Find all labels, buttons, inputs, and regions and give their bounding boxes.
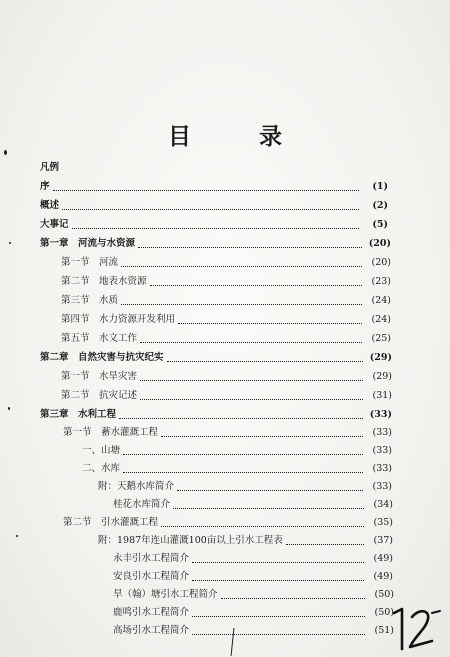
- dot-leader: [62, 209, 359, 210]
- dot-leader: [192, 616, 365, 617]
- toc-entry: [40, 216, 388, 234]
- toc-entry-label: 第三节 水质: [61, 295, 119, 306]
- toc-section: [61, 273, 391, 291]
- toc-entry-label: 第一节 河流: [61, 257, 119, 268]
- toc-entry: [40, 197, 388, 215]
- dot-leader: [53, 190, 359, 191]
- toc-entry-label: 高场引水工程简介: [113, 625, 190, 636]
- toc-entry: [40, 178, 388, 196]
- dot-leader: [140, 380, 363, 381]
- toc-entry-page: (24): [371, 314, 391, 325]
- toc-appendix: [113, 604, 394, 622]
- toc-subsection: [82, 460, 392, 478]
- toc-entry-label: 旱（翰）塘引水工程简介: [113, 589, 218, 600]
- dot-leader: [72, 228, 359, 229]
- toc-entry-page: (31): [372, 390, 392, 401]
- toc-entry-page: (33): [372, 481, 392, 492]
- toc-appendix: [113, 568, 393, 586]
- toc-entry-page: (20): [368, 238, 391, 249]
- dot-leader: [173, 508, 364, 509]
- toc-entry-label: 一、山塘: [82, 445, 121, 456]
- dot-leader: [192, 562, 364, 563]
- scan-speck: [9, 242, 11, 244]
- toc-entry-label: 序: [40, 181, 50, 192]
- toc-entry-page: (51): [374, 625, 394, 636]
- toc-entry-label: 第二章 自然灾害与抗灾纪实: [40, 352, 164, 363]
- dot-leader: [161, 436, 363, 437]
- toc-section: [63, 514, 393, 532]
- dot-leader: [192, 580, 364, 581]
- dot-leader: [140, 399, 363, 400]
- toc-appendix: [113, 622, 394, 640]
- toc-entry-page: (23): [371, 276, 391, 287]
- toc-appendix: [113, 550, 393, 568]
- toc-entry-page: (35): [373, 517, 393, 528]
- toc-entry-page: (1): [372, 181, 388, 192]
- toc-entry-page: (33): [369, 409, 392, 420]
- page-title: 目 录: [167, 123, 312, 150]
- toc-entry-page: (50): [374, 607, 394, 618]
- toc-entry-label: 第一节 水旱灾害: [61, 371, 138, 382]
- toc-entry-label: 桂花水库简介: [113, 499, 171, 510]
- toc-appendix: [113, 496, 393, 514]
- toc-appendix: [98, 478, 392, 496]
- toc-entry-page: (49): [373, 571, 393, 582]
- toc-subsection: [82, 442, 392, 460]
- toc-section: [61, 292, 391, 310]
- dot-leader: [121, 304, 362, 305]
- toc-entry-label: 鹿鸣引水工程简介: [113, 607, 190, 618]
- toc-entry-label: 永丰引水工程简介: [113, 553, 190, 564]
- toc-appendix: [113, 586, 394, 604]
- toc-entry-label: 第二节 引水灌溉工程: [63, 517, 159, 528]
- toc-entry-label: 概述: [40, 200, 60, 211]
- toc-entry-page: (25): [371, 333, 391, 344]
- toc-entry-page: (49): [373, 553, 393, 564]
- dot-leader: [286, 544, 364, 545]
- dot-leader: [121, 266, 362, 267]
- toc-entry-label: 第一章 河流与水资源: [40, 238, 136, 249]
- toc-entry-page: (2): [372, 200, 388, 211]
- toc-chapter: [40, 406, 392, 424]
- toc-entry-page: (50): [374, 589, 394, 600]
- toc-section: [63, 424, 392, 442]
- toc-appendix: [98, 532, 393, 550]
- toc-entry: [40, 159, 364, 177]
- dot-leader: [167, 361, 363, 362]
- toc-entry-page: (29): [369, 352, 392, 363]
- toc-entry-page: (20): [371, 257, 391, 268]
- toc-entry-label: 大事记: [40, 219, 69, 230]
- toc-section: [61, 330, 391, 348]
- toc-section: [61, 311, 391, 329]
- toc-section: [61, 368, 392, 386]
- toc-entry-page: (33): [372, 463, 392, 474]
- dot-leader: [177, 490, 363, 491]
- toc-chapter: [40, 349, 392, 367]
- toc-entry-label: 第四节 水力资源开发利用: [61, 314, 176, 325]
- toc-entry-page: (37): [373, 535, 393, 546]
- toc-entry-page: (5): [372, 219, 388, 230]
- toc-entry-label: 第五节 水文工作: [61, 333, 138, 344]
- scan-speck: [4, 150, 7, 155]
- toc-entry-page: (34): [373, 499, 393, 510]
- toc-chapter: [40, 235, 391, 253]
- toc-entry-page: (29): [372, 371, 392, 382]
- toc-entry-label: 第一节 蓄水灌溉工程: [63, 427, 159, 438]
- dot-leader: [138, 247, 362, 248]
- toc-section: [61, 387, 392, 405]
- handwritten-page-number: [388, 607, 444, 653]
- scan-speck: [16, 535, 18, 537]
- dot-leader: [178, 323, 362, 324]
- toc-entry-label: 凡例: [40, 162, 60, 173]
- toc-entry-label: 安良引水工程简介: [113, 571, 190, 582]
- dot-leader: [150, 285, 362, 286]
- scan-speck: [8, 407, 10, 410]
- toc-entry-label: 附：1987年连山灌溉100亩以上引水工程表: [98, 535, 283, 546]
- dot-leader: [123, 472, 363, 473]
- dot-leader: [192, 634, 365, 635]
- dot-leader: [221, 598, 365, 599]
- toc-entry-label: 二、水库: [82, 463, 121, 474]
- dot-leader: [123, 454, 363, 455]
- dot-leader: [119, 418, 363, 419]
- toc-entry-label: 第二节 抗灾记述: [61, 390, 138, 401]
- toc-entry-label: 第二节 地表水资源: [61, 276, 147, 287]
- toc-entry-label: 附：天鹅水库简介: [98, 481, 175, 492]
- dot-leader: [140, 342, 362, 343]
- toc-entry-page: (24): [371, 295, 391, 306]
- dot-leader: [161, 526, 364, 527]
- toc-section: [61, 254, 391, 272]
- toc-entry-page: (33): [372, 445, 392, 456]
- toc-entry-page: (33): [372, 427, 392, 438]
- toc-entry-label: 第三章 水利工程: [40, 409, 117, 420]
